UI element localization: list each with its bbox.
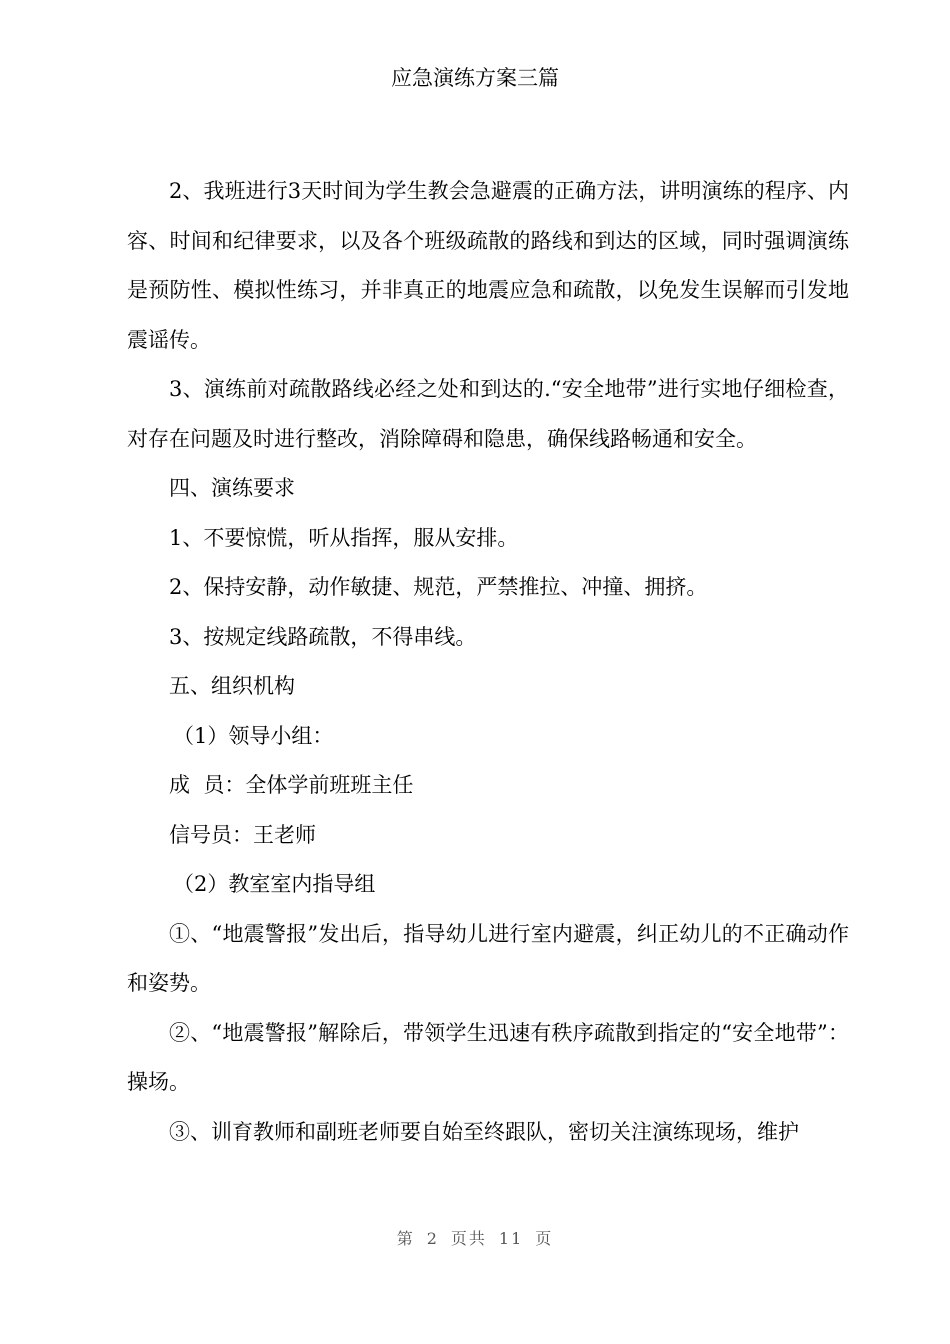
- signaler-line: 信号员：王老师: [169, 822, 316, 847]
- document-title: 应急演练方案三篇: [391, 66, 559, 90]
- section-heading-organization: 五、组织机构: [169, 674, 295, 698]
- guidance-item-1: ①、“地震警报”发出后，指导幼儿进行室内避震，纠正幼儿的不正确动作和姿势。: [127, 921, 849, 995]
- page-footer: [0, 1226, 950, 1249]
- requirement-item-1: 1、不要惊慌，听从指挥，服从安排。: [169, 525, 519, 550]
- footer-page-prefix: 第: [396, 1229, 415, 1248]
- footer-page-total: 11: [498, 1229, 524, 1248]
- subsection-leadership-group: （1）领导小组：: [173, 723, 334, 748]
- requirement-item-2: 2、保持安静，动作敏捷、规范，严禁推拉、冲撞、拥挤。: [169, 575, 708, 599]
- subsection-classroom-guidance: （2）教室室内指导组: [173, 872, 376, 896]
- footer-page-mid: 页共: [450, 1229, 487, 1248]
- paragraph-preparation-2: 2、我班进行3天时间为学生教会急避震的正确方法，讲明演练的程序、内容、时间和纪律要求，以及各个班级疏散的路线和到达的区域，同时强调演练是预防性、模拟性练习，并非真正的地震应急和疏散，以免发生误解而引发地震谣传。: [127, 179, 849, 352]
- guidance-item-2: ②、“地震警报”解除后，带领学生迅速有秩序疏散到指定的“安全地带”：操场。: [127, 1020, 849, 1094]
- footer-page-number: 2: [426, 1229, 439, 1248]
- members-line: 成 员：全体学前班班主任: [169, 773, 414, 797]
- requirement-item-3: 3、按规定线路疏散，不得串线。: [169, 624, 477, 649]
- section-heading-requirements: 四、演练要求: [169, 476, 295, 500]
- paragraph-preparation-3: 3、演练前对疏散路线必经之处和到达的.“安全地带”进行实地仔细检查，对存在问题及时进行整改，消除障碍和隐患，确保线路畅通和安全。: [127, 377, 849, 451]
- guidance-item-3: ③、训育教师和副班老师要自始至终跟队，密切关注演练现场，维护: [169, 1119, 799, 1144]
- document-body: [127, 167, 849, 1157]
- footer-page-suffix: 页: [535, 1229, 554, 1248]
